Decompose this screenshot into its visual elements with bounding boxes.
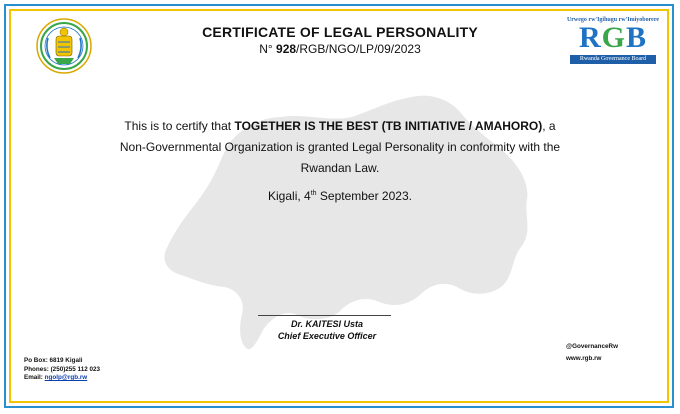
social-info <box>566 341 618 366</box>
signatory <box>266 318 388 342</box>
signatory-name: Dr. KAITESI Usta <box>290 319 364 329</box>
signatory-role: Chief Executive Officer <box>277 331 377 341</box>
phones: Phones: (250)255 112 023 <box>24 365 100 373</box>
website: www.rgb.rw <box>566 355 602 363</box>
email-link[interactable]: ngolp@rgb.rw <box>44 374 88 382</box>
rgb-band: Rwanda Governance Board <box>570 55 656 64</box>
rgb-tagline: Urwego rw'Igihugu rw'Imiyoborere <box>566 17 660 23</box>
signature-line <box>258 315 391 316</box>
certificate-body: This is to certify that TOGETHER IS THE BEST (TB INITIATIVE / AMAHORO), a Non-Governmental Organization is granted Legal Personality in conformity with the Rwandan Law. <box>119 119 561 175</box>
certificate-title: CERTIFICATE OF LEGAL PERSONALITY <box>202 24 478 40</box>
issue-date: Kigali, 4th September 2023. <box>268 189 412 203</box>
contact-info: Po Box: 6819 Kigali Phones: (250)255 112 023 Email: ngolp@rgb.rw <box>24 357 100 382</box>
twitter-handle: @GovernanceRw <box>566 343 618 350</box>
organization-name: TOGETHER IS THE BEST (TB INITIATIVE / AMAHORO) <box>234 119 543 133</box>
rgb-wordmark: RGB <box>578 21 648 54</box>
certificate-number: N° 928/RGB/NGO/LP/09/2023 <box>259 42 421 56</box>
po-box: Po Box: 6819 Kigali <box>24 357 83 364</box>
